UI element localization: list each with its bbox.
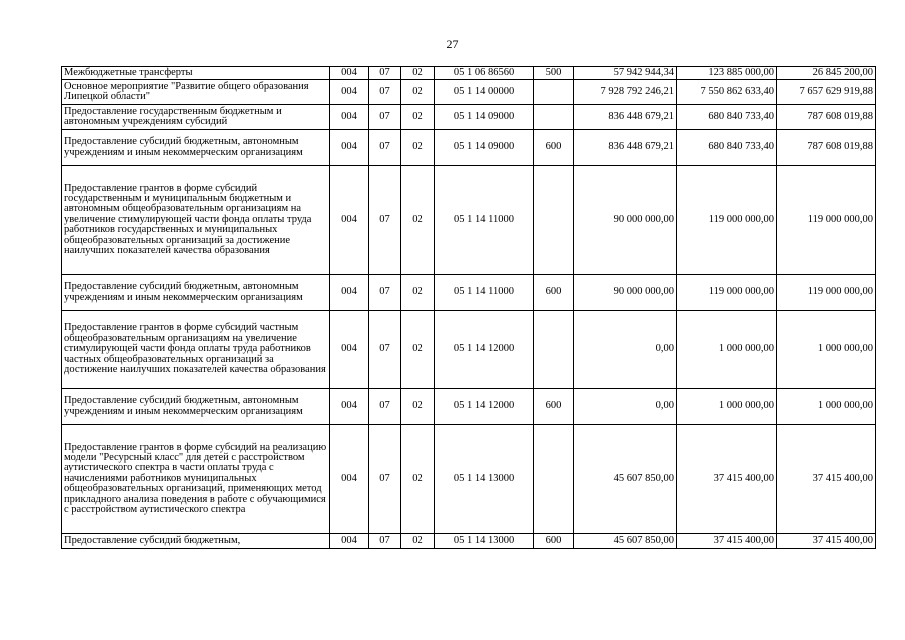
expense-type-cell — [534, 166, 574, 275]
expense-type-cell — [534, 105, 574, 130]
section-code-cell: 07 — [369, 425, 401, 534]
amount-year3-cell: 1 000 000,00 — [777, 389, 876, 425]
target-article-cell: 05 1 14 09000 — [435, 130, 534, 166]
table-row — [62, 80, 876, 105]
target-article-cell: 05 1 06 86560 — [435, 67, 534, 80]
amount-year2-cell: 119 000 000,00 — [677, 275, 777, 311]
section-code-cell: 07 — [369, 311, 401, 389]
amount-year3-cell: 37 415 400,00 — [777, 534, 876, 549]
amount-year1-cell: 0,00 — [574, 389, 677, 425]
ministry-code-cell: 004 — [330, 130, 369, 166]
amount-year2-cell: 119 000 000,00 — [677, 166, 777, 275]
amount-year2-cell: 680 840 733,40 — [677, 130, 777, 166]
table-row — [62, 275, 876, 311]
ministry-code-cell: 004 — [330, 534, 369, 549]
amount-year1-cell: 90 000 000,00 — [574, 166, 677, 275]
row-name-cell: Предоставление грантов в форме субсидий на реализацию модели "Ресурсный класс" для детей с расстройством аутистического спектра в части оплаты труда с начислениями работников муниципальных общеобразовательных организаций, применяющих метод прикладного анализа поведения в работе с обучающимися с расстройством аутистического спектра — [62, 425, 330, 534]
ministry-code-cell: 004 — [330, 80, 369, 105]
table-row — [62, 67, 876, 80]
target-article-cell: 05 1 14 11000 — [435, 166, 534, 275]
amount-year1-cell: 45 607 850,00 — [574, 534, 677, 549]
table-row — [62, 130, 876, 166]
ministry-code-cell: 004 — [330, 67, 369, 80]
expense-type-cell — [534, 311, 574, 389]
amount-year1-cell: 57 942 944,34 — [574, 67, 677, 80]
expense-type-cell — [534, 425, 574, 534]
subsection-code-cell: 02 — [401, 311, 435, 389]
section-code-cell: 07 — [369, 105, 401, 130]
section-code-cell: 07 — [369, 389, 401, 425]
row-name-cell: Предоставление субсидий бюджетным, — [62, 534, 330, 549]
subsection-code-cell: 02 — [401, 275, 435, 311]
expense-type-cell: 600 — [534, 130, 574, 166]
row-name-cell: Предоставление государственным бюджетным и автономным учреждениям субсидий — [62, 105, 330, 130]
amount-year3-cell: 26 845 200,00 — [777, 67, 876, 80]
amount-year3-cell: 119 000 000,00 — [777, 166, 876, 275]
target-article-cell: 05 1 14 13000 — [435, 425, 534, 534]
amount-year1-cell: 836 448 679,21 — [574, 130, 677, 166]
expense-type-cell: 600 — [534, 534, 574, 549]
page-number: 27 — [446, 37, 459, 51]
expense-type-cell: 600 — [534, 389, 574, 425]
amount-year1-cell: 0,00 — [574, 311, 677, 389]
amount-year2-cell: 37 415 400,00 — [677, 534, 777, 549]
amount-year3-cell: 787 608 019,88 — [777, 105, 876, 130]
ministry-code-cell: 004 — [330, 166, 369, 275]
amount-year3-cell: 37 415 400,00 — [777, 425, 876, 534]
amount-year2-cell: 1 000 000,00 — [677, 389, 777, 425]
amount-year1-cell: 7 928 792 246,21 — [574, 80, 677, 105]
subsection-code-cell: 02 — [401, 425, 435, 534]
expense-type-cell: 600 — [534, 275, 574, 311]
table-row — [62, 105, 876, 130]
ministry-code-cell: 004 — [330, 389, 369, 425]
amount-year1-cell: 836 448 679,21 — [574, 105, 677, 130]
section-code-cell: 07 — [369, 275, 401, 311]
subsection-code-cell: 02 — [401, 80, 435, 105]
amount-year2-cell: 680 840 733,40 — [677, 105, 777, 130]
subsection-code-cell: 02 — [401, 166, 435, 275]
section-code-cell: 07 — [369, 80, 401, 105]
section-code-cell: 07 — [369, 166, 401, 275]
ministry-code-cell: 004 — [330, 275, 369, 311]
target-article-cell: 05 1 14 12000 — [435, 311, 534, 389]
target-article-cell: 05 1 14 12000 — [435, 389, 534, 425]
subsection-code-cell: 02 — [401, 534, 435, 549]
subsection-code-cell: 02 — [401, 105, 435, 130]
amount-year2-cell: 37 415 400,00 — [677, 425, 777, 534]
ministry-code-cell: 004 — [330, 425, 369, 534]
subsection-code-cell: 02 — [401, 130, 435, 166]
section-code-cell: 07 — [369, 130, 401, 166]
target-article-cell: 05 1 14 00000 — [435, 80, 534, 105]
section-code-cell: 07 — [369, 67, 401, 80]
row-name-cell: Предоставление субсидий бюджетным, автономным учреждениям и иным некоммерческим организациям — [62, 275, 330, 311]
table-row — [62, 166, 876, 275]
row-name-cell: Предоставление субсидий бюджетным, автономным учреждениям и иным некоммерческим организациям — [62, 130, 330, 166]
table-row — [62, 311, 876, 389]
section-code-cell: 07 — [369, 534, 401, 549]
row-name-cell: Межбюджетные трансферты — [62, 67, 330, 80]
amount-year3-cell: 119 000 000,00 — [777, 275, 876, 311]
table-row — [62, 389, 876, 425]
row-name-cell: Основное мероприятие "Развитие общего образования Липецкой области" — [62, 80, 330, 105]
amount-year2-cell: 7 550 862 633,40 — [677, 80, 777, 105]
budget-table — [61, 66, 876, 549]
table-row — [62, 425, 876, 534]
ministry-code-cell: 004 — [330, 311, 369, 389]
amount-year2-cell: 1 000 000,00 — [677, 311, 777, 389]
subsection-code-cell: 02 — [401, 67, 435, 80]
target-article-cell: 05 1 14 11000 — [435, 275, 534, 311]
table-row — [62, 534, 876, 549]
expense-type-cell: 500 — [534, 67, 574, 80]
row-name-cell: Предоставление грантов в форме субсидий частным общеобразовательным организациям на увеличение стимулирующей части фонда оплаты труда работников частных общеобразовательных организаций за достижение наилучших показателей качества образования — [62, 311, 330, 389]
amount-year3-cell: 787 608 019,88 — [777, 130, 876, 166]
expense-type-cell — [534, 80, 574, 105]
amount-year3-cell: 7 657 629 919,88 — [777, 80, 876, 105]
amount-year3-cell: 1 000 000,00 — [777, 311, 876, 389]
amount-year2-cell: 123 885 000,00 — [677, 67, 777, 80]
target-article-cell: 05 1 14 13000 — [435, 534, 534, 549]
amount-year1-cell: 90 000 000,00 — [574, 275, 677, 311]
ministry-code-cell: 004 — [330, 105, 369, 130]
subsection-code-cell: 02 — [401, 389, 435, 425]
target-article-cell: 05 1 14 09000 — [435, 105, 534, 130]
row-name-cell: Предоставление грантов в форме субсидий государственным и муниципальным бюджетным и автономным общеобразовательным организациям на увеличение стимулирующей части фонда оплаты труда работников государственных и муниципальных общеобразовательных организаций за достижение наилучших показателей качества образования — [62, 166, 330, 275]
amount-year1-cell: 45 607 850,00 — [574, 425, 677, 534]
row-name-cell: Предоставление субсидий бюджетным, автономным учреждениям и иным некоммерческим организациям — [62, 389, 330, 425]
